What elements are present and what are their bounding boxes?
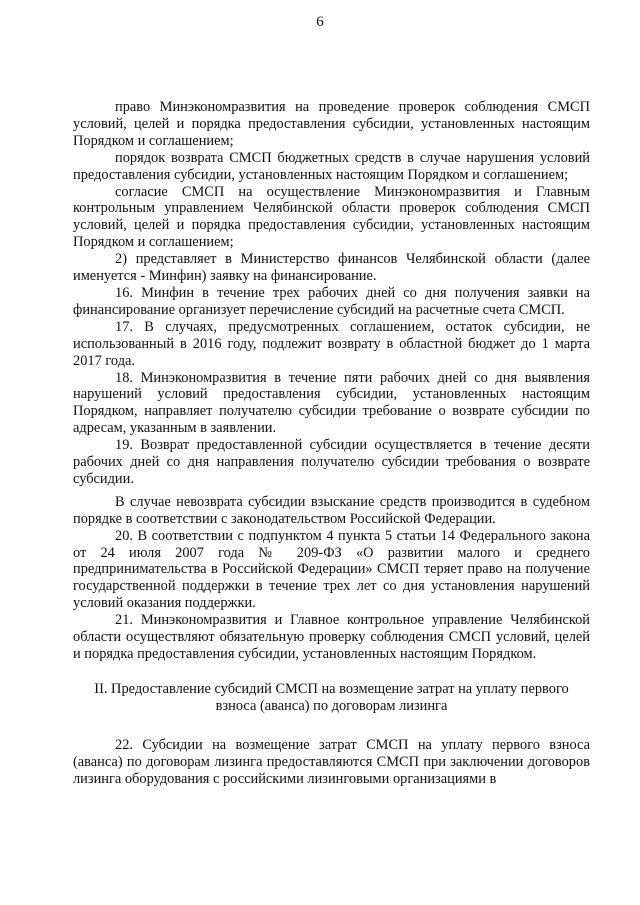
- paragraph-20: 20. В соответствии с подпунктом 4 пункта 5 статьи 14 Федерального закона от 24 июля 2007 года № 209-ФЗ «О развитии малого и среднего предпринимательства в Российской Федерации» СМСП теряет право на получение государственной поддержки в течение трех лет со дня установления нарушений условий оказания поддержки.: [73, 527, 590, 612]
- paragraph-22: 22. Субсидии на возмещение затрат СМСП на уплату первого взноса (аванса) по договорам лизинга предоставляются СМСП при заключении договоров лизинга оборудования с российскими лизинговыми организациями в: [73, 736, 590, 787]
- paragraph-consent: согласие СМСП на осуществление Минэкономразвития и Главным контрольным управлением Челябинской области проверок соблюдения СМСП условий, целей и порядка предоставления субсидии, установленных настоящим Порядком и соглашением;: [73, 183, 590, 251]
- document-body: [73, 99, 590, 787]
- paragraph-21: 21. Минэкономразвития и Главное контрольное управление Челябинской области осуществляют обязательную проверку соблюдения СМСП условий, целей и порядка предоставления субсидии, установленных настоящим Порядком.: [73, 612, 590, 662]
- paragraph-item-2: 2) представляет в Министерство финансов Челябинской области (далее именуется - Минфин) заявку на финансирование.: [73, 251, 590, 285]
- page-number: 6: [316, 14, 324, 30]
- paragraph-right-of-inspection: право Минэкономразвития на проведение проверок соблюдения СМСП условий, целей и порядка предоставления субсидии, установленных настоящим Порядком и соглашением;: [73, 99, 590, 149]
- paragraph-19: 19. Возврат предоставленной субсидии осуществляется в течение десяти рабочих дней со дня направления получателю субсидии требования о возврате субсидии.: [73, 437, 590, 487]
- paragraph-18: 18. Минэкономразвития в течение пяти рабочих дней со дня выявления нарушений условий предоставления субсидии, установленных настоящим Порядком, направляет получателю субсидии требование о возврате субсидии по адресам, указанным в заявлении.: [73, 369, 590, 437]
- paragraph-non-return: В случае невозврата субсидии взыскание средств производится в судебном порядке в соответствии с законодательством Российской Федерации.: [73, 493, 590, 527]
- paragraph-16: 16. Минфин в течение трех рабочих дней со дня получения заявки на финансирование организует перечисление субсидий на расчетные счета СМСП.: [73, 284, 590, 318]
- paragraph-17: 17. В случаях, предусмотренных соглашением, остаток субсидии, не использованный в 2016 году, подлежит возврату в областной бюджет до 1 марта 2017 года.: [73, 318, 590, 369]
- section-heading: II. Предоставление субсидий СМСП на возмещение затрат на уплату первого взноса (аванса) по договорам лизинга: [94, 680, 569, 714]
- paragraph-refund-procedure: порядок возврата СМСП бюджетных средств в случае нарушения условий предоставления субсидии, установленных настоящим Порядком и соглашением;: [73, 149, 590, 183]
